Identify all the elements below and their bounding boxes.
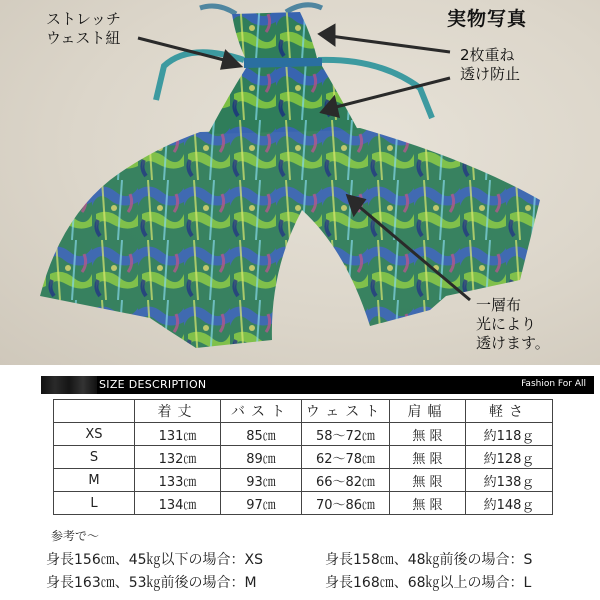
halter-strap-right <box>286 5 322 12</box>
size-cell: S <box>54 446 135 469</box>
header-cell: 肩幅 <box>390 400 466 423</box>
recommendation: 身長156㎝、45㎏以下の場合：XS <box>46 552 264 568</box>
recommendation: 身長163㎝、53㎏前後の場合：M <box>46 575 257 591</box>
size-cell: M <box>54 469 135 492</box>
size-header-bar <box>41 376 594 394</box>
blurred-logo <box>41 376 97 394</box>
table-cell: 約138ｇ <box>466 469 553 492</box>
table-cell: 85㎝ <box>221 423 302 446</box>
label-stretch-waist: ストレッチ ウェスト紐 <box>46 10 121 47</box>
table-row <box>54 492 553 515</box>
size-title: SIZE DESCRIPTION <box>99 378 207 391</box>
table-cell: 89㎝ <box>221 446 302 469</box>
table-row <box>54 423 553 446</box>
wide-leg-pants <box>40 128 540 348</box>
size-table <box>53 399 553 515</box>
table-cell: 131㎝ <box>135 423 221 446</box>
bodice <box>232 12 318 64</box>
label-real-photo: 実物写真 <box>447 8 528 30</box>
table-cell: 134㎝ <box>135 492 221 515</box>
brand-label: Fashion For All <box>521 379 586 389</box>
recommendation: 身長158㎝、48㎏前後の場合：S <box>325 552 533 568</box>
table-cell: 70～86㎝ <box>302 492 390 515</box>
table-cell: 約148ｇ <box>466 492 553 515</box>
table-cell: 132㎝ <box>135 446 221 469</box>
table-cell: 93㎝ <box>221 469 302 492</box>
table-cell: 66～82㎝ <box>302 469 390 492</box>
table-cell: 58～72㎝ <box>302 423 390 446</box>
table-cell: 約118ｇ <box>466 423 553 446</box>
size-cell: L <box>54 492 135 515</box>
label-single-layer: 一層布 光により 透けます。 <box>476 296 550 352</box>
table-cell: 97㎝ <box>221 492 302 515</box>
header-cell: 着丈 <box>135 400 221 423</box>
reference-note: 参考で～ <box>51 529 100 543</box>
recommendation: 身長168㎝、68㎏以上の場合：L <box>325 575 532 591</box>
table-cell: 約128ｇ <box>466 446 553 469</box>
label-double-layer: 2枚重ね 透け防止 <box>460 46 521 83</box>
table-cell: 無 限 <box>390 469 466 492</box>
header-cell: バスト <box>221 400 302 423</box>
size-cell: XS <box>54 423 135 446</box>
table-cell: 無 限 <box>390 446 466 469</box>
table-cell: 無 限 <box>390 492 466 515</box>
header-cell <box>54 400 135 423</box>
table-row <box>54 469 553 492</box>
table-cell: 無 限 <box>390 423 466 446</box>
header-cell: ウェスト <box>302 400 390 423</box>
halter-strap-left <box>200 6 236 14</box>
table-header-row <box>54 400 553 423</box>
table-cell: 133㎝ <box>135 469 221 492</box>
header-cell: 軽さ <box>466 400 553 423</box>
table-row <box>54 446 553 469</box>
table-cell: 62～78㎝ <box>302 446 390 469</box>
